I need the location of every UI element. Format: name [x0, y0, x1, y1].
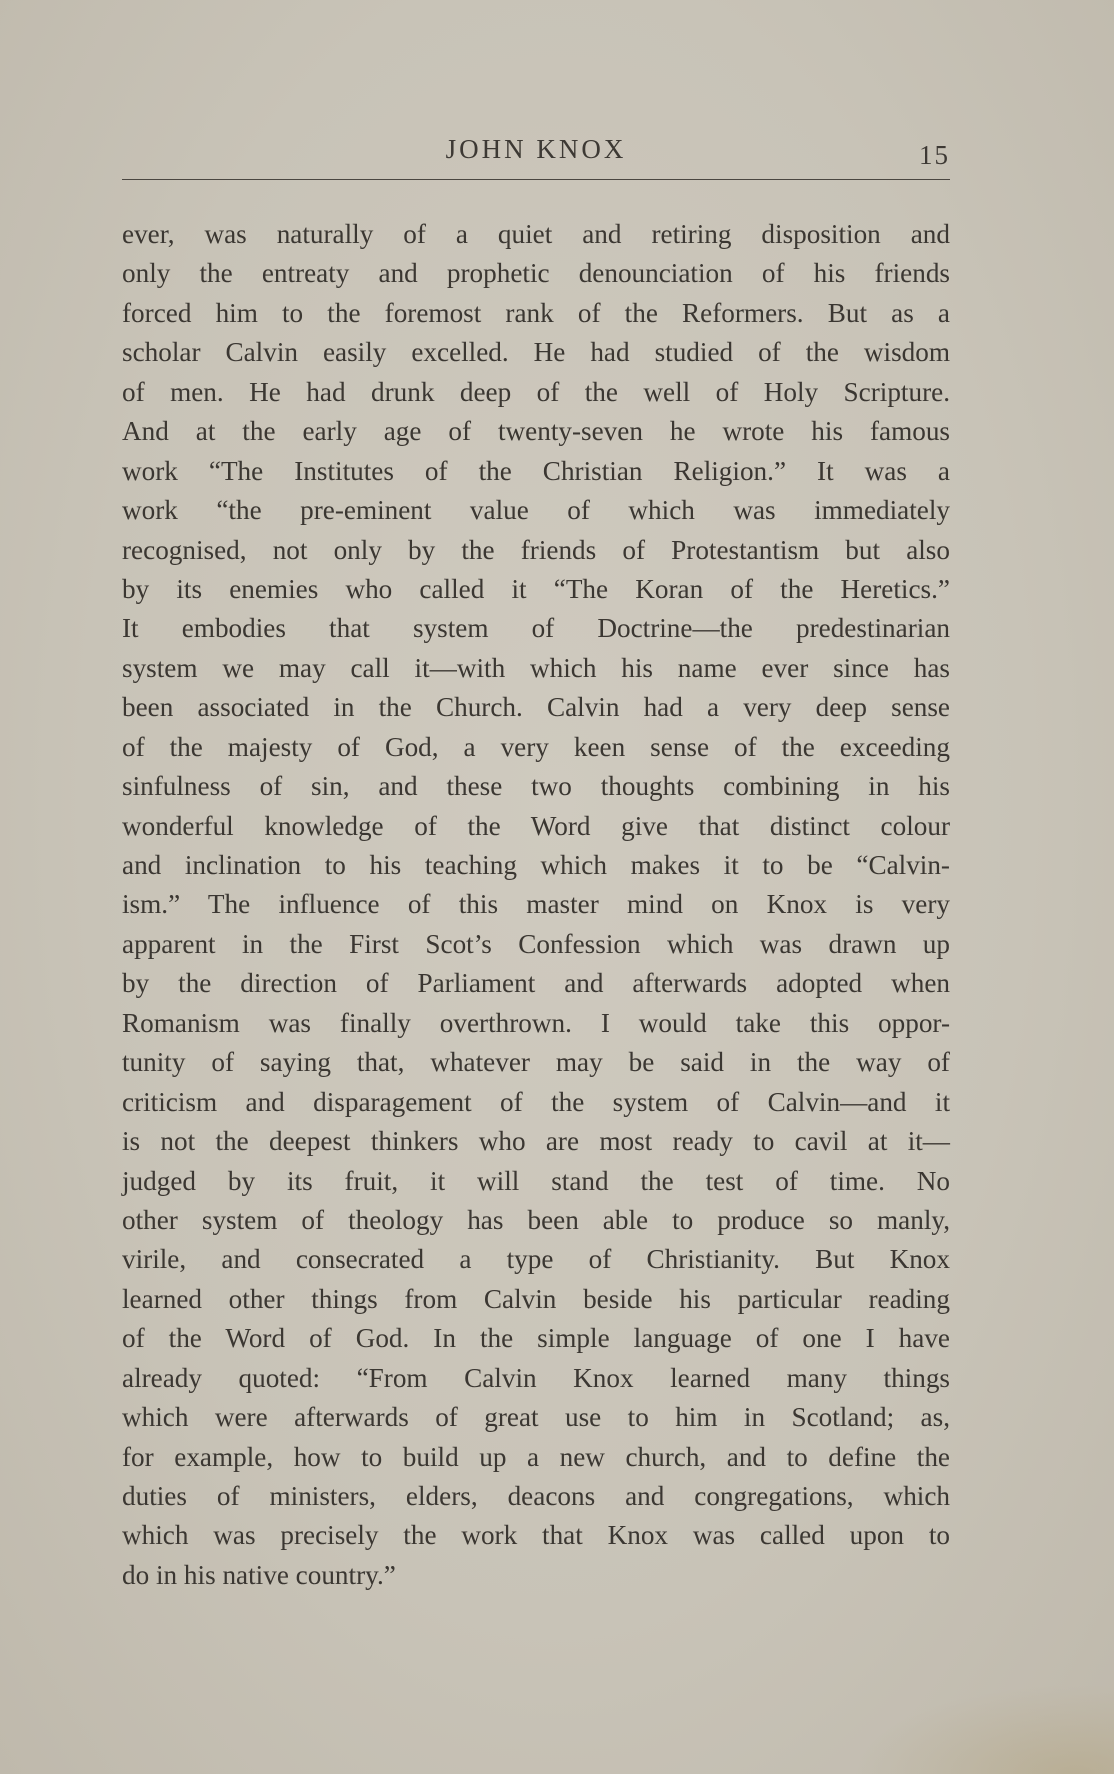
text-line: Romanism was finally overthrown. I would take this oppor-	[122, 1007, 950, 1038]
text-line: work “The Institutes of the Christian Religion.” It was a	[122, 455, 950, 486]
text-line: work “the pre-eminent value of which was immediately	[122, 495, 950, 526]
header-rule	[122, 179, 950, 180]
page-number: 15	[919, 140, 950, 170]
text-line: of the majesty of God, a very keen sense of the exceeding	[122, 731, 950, 762]
text-line: ever, was naturally of a quiet and retiring disposition and	[122, 219, 950, 249]
text-line: of the Word of God. In the simple language of one I have	[122, 1323, 950, 1354]
text-line: sinfulness of sin, and these two thoughts combining in his	[122, 771, 950, 802]
text-line: by its enemies who called it “The Koran of the Heretics.”	[122, 573, 950, 604]
text-line: ism.” The influence of this master mind on Knox is very	[122, 889, 950, 920]
text-line: do in his native country.”	[122, 1559, 396, 1590]
text-line: judged by its fruit, it will stand the test of time. No	[122, 1165, 950, 1196]
text-line: It embodies that system of Doctrine—the predestinarian	[122, 613, 950, 644]
text-line: by the direction of Parliament and afterwards adopted when	[122, 968, 950, 999]
text-line: And at the early age of twenty-seven he wrote his famous	[122, 416, 950, 447]
text-line: learned other things from Calvin beside his particular reading	[122, 1283, 950, 1314]
text-line: only the entreaty and prophetic denounciation of his friends	[122, 258, 950, 289]
text-line: criticism and disparagement of the system of Calvin—and it	[122, 1086, 950, 1117]
text-line: of men. He had drunk deep of the well of Holy Scripture.	[122, 376, 950, 407]
paper-stain	[854, 1684, 1114, 1774]
text-line: which was precisely the work that Knox was called upon to	[122, 1520, 950, 1551]
running-head	[122, 134, 950, 174]
running-title: JOHN KNOX	[445, 134, 627, 164]
text-line: is not the deepest thinkers who are most ready to cavil at it—	[122, 1126, 950, 1157]
text-line: been associated in the Church. Calvin had a very deep sense	[122, 692, 950, 723]
text-line: tunity of saying that, whatever may be said in the way of	[122, 1047, 950, 1078]
text-line: duties of ministers, elders, deacons and congregations, which	[122, 1481, 950, 1511]
text-line: apparent in the First Scot’s Confession which was drawn up	[122, 928, 950, 959]
body-text	[122, 215, 950, 1595]
text-line: which were afterwards of great use to him in Scotland; as,	[122, 1402, 950, 1433]
text-line: wonderful knowledge of the Word give that distinct colour	[122, 810, 950, 841]
text-line: for example, how to build up a new church, and to define the	[122, 1441, 950, 1472]
text-line: system we may call it—with which his name ever since has	[122, 652, 950, 683]
text-line: virile, and consecrated a type of Christianity. But Knox	[122, 1244, 950, 1275]
text-line: and inclination to his teaching which makes it to be “Calvin-	[122, 850, 950, 880]
text-line: recognised, not only by the friends of Protestantism but also	[122, 534, 950, 565]
text-line: scholar Calvin easily excelled. He had studied of the wisdom	[122, 337, 950, 368]
text-line: already quoted: “From Calvin Knox learned many things	[122, 1362, 950, 1393]
text-line: other system of theology has been able to produce so manly,	[122, 1204, 950, 1235]
text-line: forced him to the foremost rank of the Reformers. But as a	[122, 297, 950, 328]
